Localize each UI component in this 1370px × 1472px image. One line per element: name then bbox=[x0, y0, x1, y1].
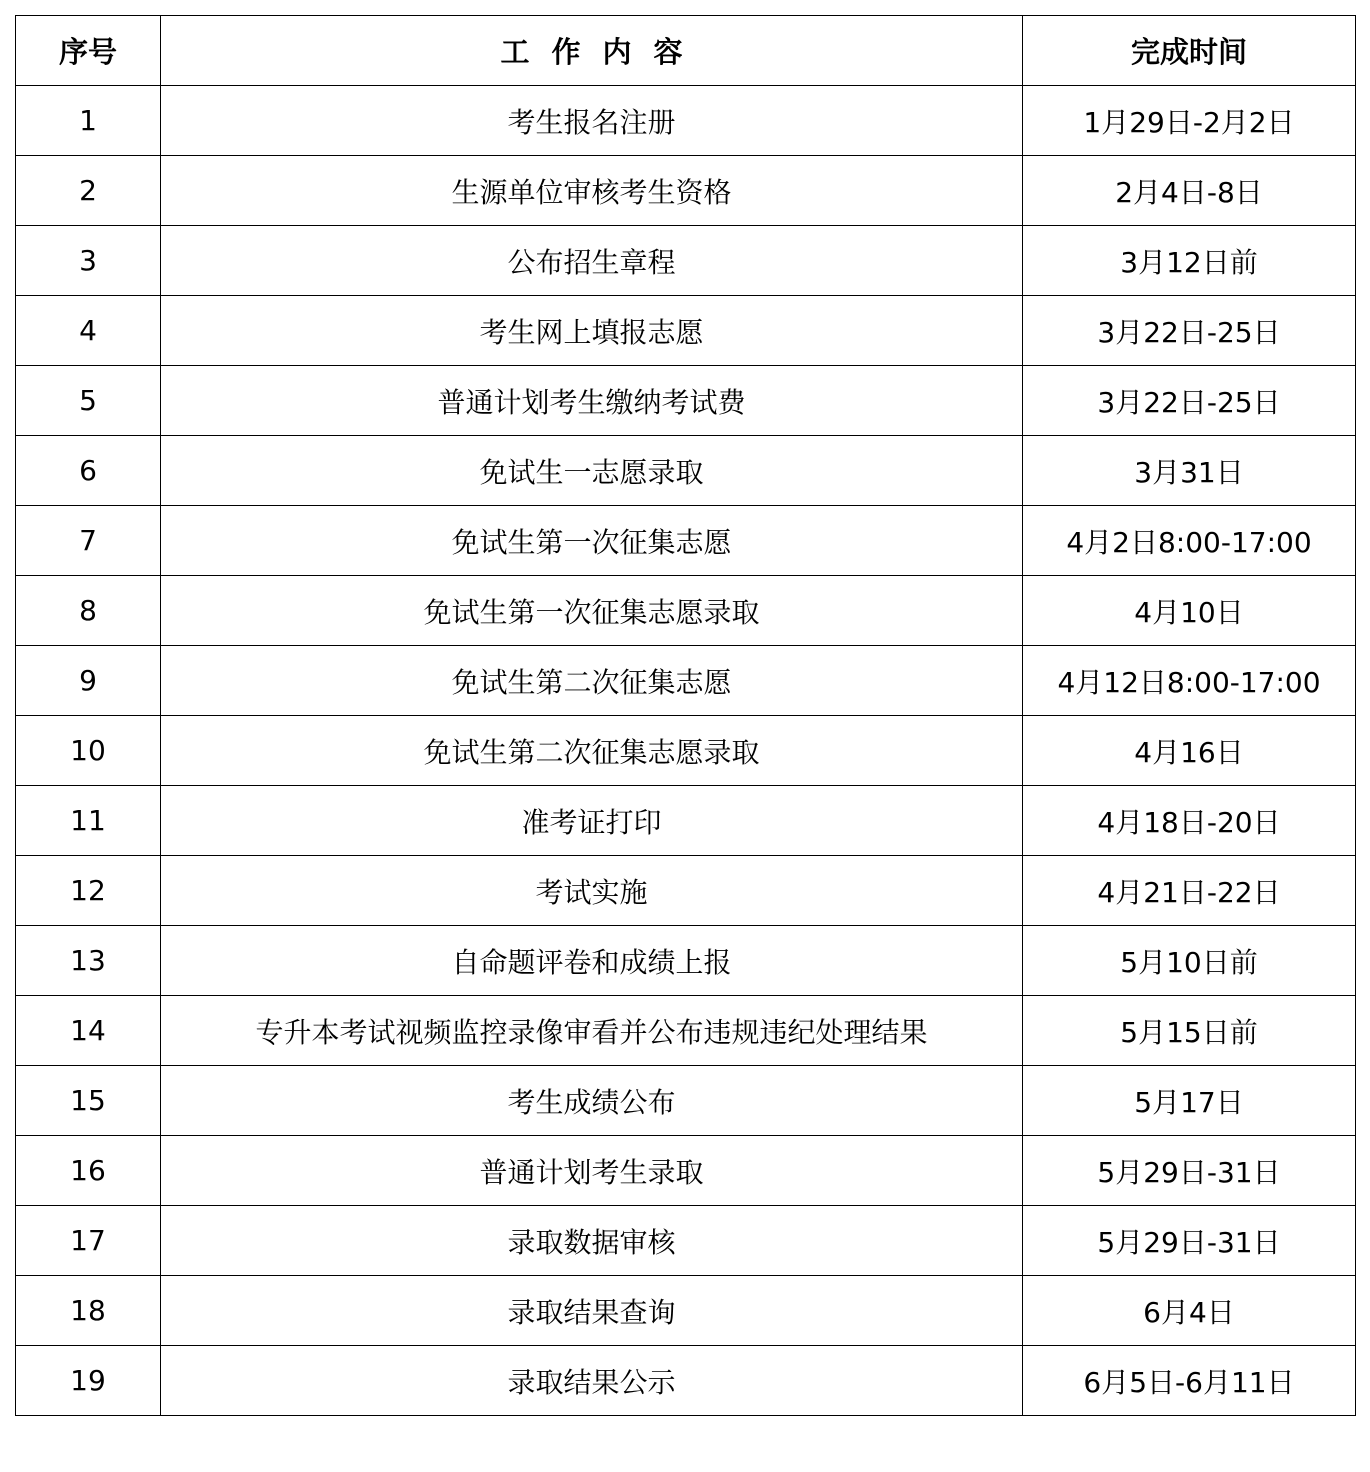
table-row bbox=[16, 296, 1356, 366]
row-task-cell: 公布招生章程 bbox=[161, 226, 1023, 296]
row-task-cell: 录取结果查询 bbox=[161, 1276, 1023, 1346]
row-time-cell: 4月18日-20日 bbox=[1023, 786, 1356, 856]
table-row bbox=[16, 1206, 1356, 1276]
table-row bbox=[16, 1346, 1356, 1416]
row-task-cell: 普通计划考生录取 bbox=[161, 1136, 1023, 1206]
header-task: 工作内容 bbox=[161, 16, 1023, 86]
row-seq-cell: 5 bbox=[16, 366, 161, 436]
table-row bbox=[16, 156, 1356, 226]
row-seq-cell: 10 bbox=[16, 716, 161, 786]
row-task-cell: 录取结果公示 bbox=[161, 1346, 1023, 1416]
row-seq-cell: 13 bbox=[16, 926, 161, 996]
row-seq-cell: 14 bbox=[16, 996, 161, 1066]
row-seq-cell: 9 bbox=[16, 646, 161, 716]
row-task-cell: 自命题评卷和成绩上报 bbox=[161, 926, 1023, 996]
table-row bbox=[16, 1276, 1356, 1346]
row-time-cell: 1月29日-2月2日 bbox=[1023, 86, 1356, 156]
row-time-cell: 5月29日-31日 bbox=[1023, 1136, 1356, 1206]
row-time-cell: 4月12日8:00-17:00 bbox=[1023, 646, 1356, 716]
table-row bbox=[16, 996, 1356, 1066]
row-seq-cell: 8 bbox=[16, 576, 161, 646]
row-task-cell: 考试实施 bbox=[161, 856, 1023, 926]
row-time-cell: 2月4日-8日 bbox=[1023, 156, 1356, 226]
row-time-cell: 3月22日-25日 bbox=[1023, 366, 1356, 436]
row-task-cell: 免试生第二次征集志愿录取 bbox=[161, 716, 1023, 786]
row-time-cell: 4月16日 bbox=[1023, 716, 1356, 786]
table-row bbox=[16, 1136, 1356, 1206]
row-seq-cell: 16 bbox=[16, 1136, 161, 1206]
row-time-cell: 4月21日-22日 bbox=[1023, 856, 1356, 926]
row-task-cell: 免试生第一次征集志愿录取 bbox=[161, 576, 1023, 646]
row-task-cell: 免试生一志愿录取 bbox=[161, 436, 1023, 506]
table-row bbox=[16, 1066, 1356, 1136]
row-task-cell: 准考证打印 bbox=[161, 786, 1023, 856]
row-task-cell: 考生报名注册 bbox=[161, 86, 1023, 156]
schedule-table bbox=[15, 15, 1356, 1416]
table-row bbox=[16, 506, 1356, 576]
row-seq-cell: 15 bbox=[16, 1066, 161, 1136]
row-time-cell: 5月17日 bbox=[1023, 1066, 1356, 1136]
row-seq-cell: 2 bbox=[16, 156, 161, 226]
row-task-cell: 生源单位审核考生资格 bbox=[161, 156, 1023, 226]
row-seq-cell: 7 bbox=[16, 506, 161, 576]
row-task-cell: 普通计划考生缴纳考试费 bbox=[161, 366, 1023, 436]
row-seq-cell: 18 bbox=[16, 1276, 161, 1346]
row-seq-cell: 12 bbox=[16, 856, 161, 926]
row-task-cell: 考生网上填报志愿 bbox=[161, 296, 1023, 366]
header-seq: 序号 bbox=[16, 16, 161, 86]
row-seq-cell: 17 bbox=[16, 1206, 161, 1276]
table-row bbox=[16, 786, 1356, 856]
table-header-row bbox=[16, 16, 1356, 86]
table-row bbox=[16, 366, 1356, 436]
table-row bbox=[16, 86, 1356, 156]
row-task-cell: 免试生第一次征集志愿 bbox=[161, 506, 1023, 576]
table-row bbox=[16, 436, 1356, 506]
table-row bbox=[16, 576, 1356, 646]
row-time-cell: 3月31日 bbox=[1023, 436, 1356, 506]
row-time-cell: 3月22日-25日 bbox=[1023, 296, 1356, 366]
row-seq-cell: 11 bbox=[16, 786, 161, 856]
header-time: 完成时间 bbox=[1023, 16, 1356, 86]
table-row bbox=[16, 226, 1356, 296]
row-seq-cell: 4 bbox=[16, 296, 161, 366]
row-time-cell: 5月29日-31日 bbox=[1023, 1206, 1356, 1276]
row-time-cell: 6月4日 bbox=[1023, 1276, 1356, 1346]
table-body bbox=[16, 86, 1356, 1416]
row-time-cell: 4月10日 bbox=[1023, 576, 1356, 646]
row-time-cell: 6月5日-6月11日 bbox=[1023, 1346, 1356, 1416]
table-row bbox=[16, 926, 1356, 996]
row-task-cell: 考生成绩公布 bbox=[161, 1066, 1023, 1136]
table-row bbox=[16, 716, 1356, 786]
row-time-cell: 4月2日8:00-17:00 bbox=[1023, 506, 1356, 576]
row-seq-cell: 6 bbox=[16, 436, 161, 506]
table-row bbox=[16, 646, 1356, 716]
row-task-cell: 免试生第二次征集志愿 bbox=[161, 646, 1023, 716]
row-task-cell: 录取数据审核 bbox=[161, 1206, 1023, 1276]
row-time-cell: 5月15日前 bbox=[1023, 996, 1356, 1066]
row-seq-cell: 1 bbox=[16, 86, 161, 156]
row-task-cell: 专升本考试视频监控录像审看并公布违规违纪处理结果 bbox=[161, 996, 1023, 1066]
row-seq-cell: 3 bbox=[16, 226, 161, 296]
row-time-cell: 3月12日前 bbox=[1023, 226, 1356, 296]
row-seq-cell: 19 bbox=[16, 1346, 161, 1416]
row-time-cell: 5月10日前 bbox=[1023, 926, 1356, 996]
table-row bbox=[16, 856, 1356, 926]
